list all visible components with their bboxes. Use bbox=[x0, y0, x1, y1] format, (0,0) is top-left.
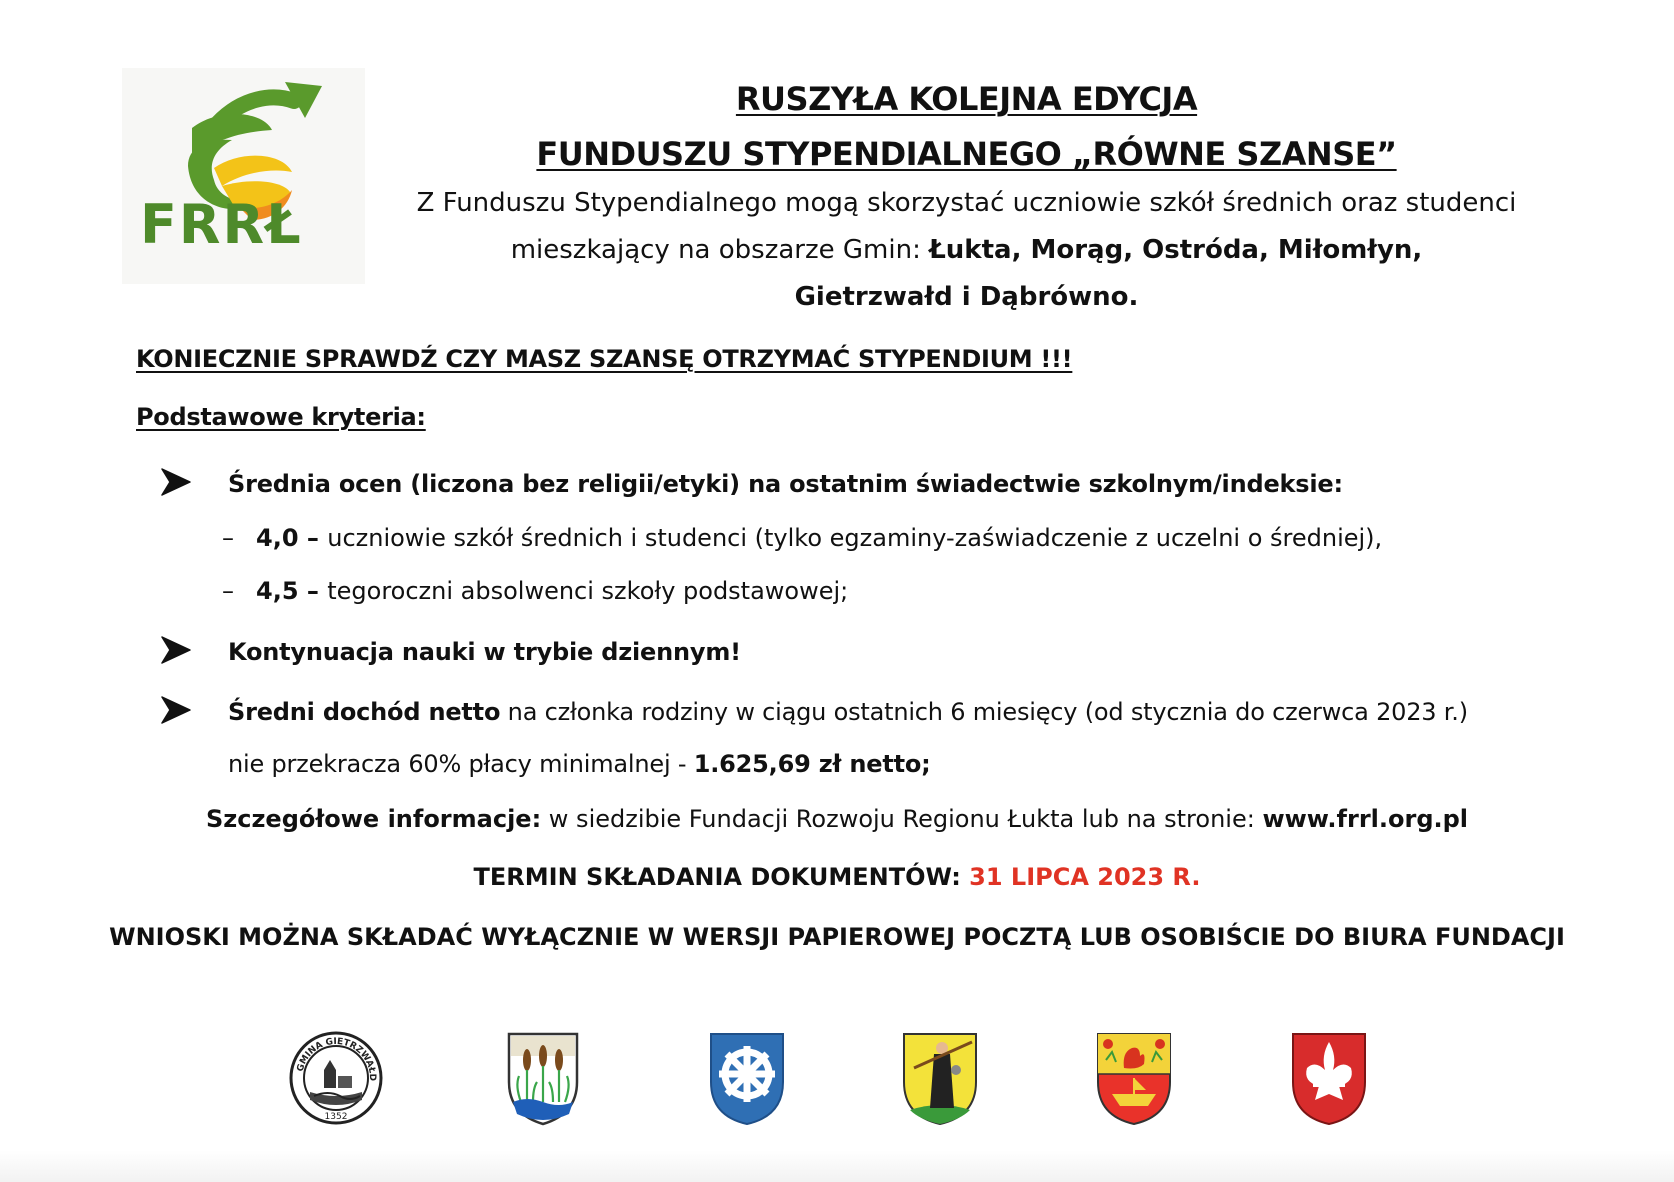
title-text-2: FUNDUSZU STYPENDIALNEGO „RÓWNE SZANSE” bbox=[536, 135, 1397, 173]
intro-line-2 bbox=[400, 227, 1533, 274]
deadline-line bbox=[0, 863, 1674, 891]
income-label: Średni dochód netto bbox=[228, 698, 501, 726]
frrl-logo-graphic bbox=[122, 68, 365, 284]
intro-line-1 bbox=[400, 180, 1533, 227]
criteria-heading bbox=[136, 403, 426, 431]
notice-line bbox=[0, 923, 1674, 951]
ostroda-crest-icon bbox=[1094, 1030, 1174, 1126]
grade-desc: tegoroczni absolwenci szkoły podstawowej; bbox=[327, 577, 849, 605]
lukta-crest-icon bbox=[503, 1030, 583, 1126]
intro-text-1: Z Funduszu Stypendialnego mogą skorzystać uczniowie szkół średnich oraz studenci bbox=[416, 188, 1517, 218]
seal-year: 1352 bbox=[324, 1112, 348, 1122]
dash-bullet: – bbox=[222, 524, 234, 552]
grade-value: 4,0 – bbox=[256, 524, 328, 552]
arrowhead-bullet-icon bbox=[160, 635, 192, 665]
gminy-list-end: Gietrzwałd i Dąbrówno. bbox=[794, 282, 1139, 312]
criterion-full-time-text: Kontynuacja nauki w trybie dziennym! bbox=[228, 638, 741, 666]
details-text: w siedzibie Fundacji Rozwoju Regionu Łukta lub na stronie: bbox=[541, 805, 1263, 833]
website-link[interactable]: www.frrl.org.pl bbox=[1262, 805, 1469, 833]
dash-bullet: – bbox=[222, 577, 234, 605]
arrowhead-bullet-icon bbox=[160, 467, 192, 497]
deadline-date: 31 LIPCA 2023 R. bbox=[969, 863, 1201, 891]
deadline-label: TERMIN SKŁADANIA DOKUMENTÓW: bbox=[473, 863, 970, 891]
arrowhead-bullet-icon bbox=[160, 695, 192, 725]
check-heading bbox=[136, 345, 1072, 373]
criterion-full-time bbox=[228, 638, 741, 666]
title-line-1 bbox=[410, 80, 1523, 118]
income-limit-text: nie przekracza 60% płacy minimalnej - bbox=[228, 750, 694, 778]
criterion-income-line-2 bbox=[228, 750, 931, 778]
gietrzwald-seal-icon bbox=[288, 1030, 384, 1126]
morag-crest-icon bbox=[707, 1030, 787, 1126]
frrl-logo bbox=[122, 68, 365, 284]
criterion-grade-text: Średnia ocen (liczona bez religii/etyki) na ostatnim świadectwie szkolnym/indeksie: bbox=[228, 470, 1343, 498]
grade-desc: uczniowie szkół średnich i studenci (tylko egzaminy-zaświadczenie z uczelni o średniej), bbox=[327, 524, 1383, 552]
frrl-logo-text: FRRŁ bbox=[140, 193, 303, 256]
income-desc: na członka rodziny w ciągu ostatnich 6 miesięcy (od stycznia do czerwca 2023 r.) bbox=[500, 698, 1468, 726]
criteria-heading-text: Podstawowe kryteria: bbox=[136, 403, 426, 431]
notice-text: WNIOSKI MOŻNA SKŁADAĆ WYŁĄCZNIE W WERSJI PAPIEROWEJ POCZTĄ LUB OSOBIŚCIE DO BIURA FUNDACJI bbox=[109, 923, 1565, 951]
criterion-income bbox=[228, 698, 1468, 726]
grade-value: 4,5 – bbox=[256, 577, 328, 605]
intro-text-2: mieszkający na obszarze Gmin: bbox=[510, 235, 930, 265]
page-bottom-shadow bbox=[0, 1150, 1674, 1182]
dabrowno-crest-icon bbox=[1289, 1030, 1369, 1126]
milomlyn-crest-icon bbox=[900, 1030, 980, 1126]
seal-top-text: GMINA GIETRZWAŁD bbox=[295, 1036, 378, 1082]
title-line-2 bbox=[410, 135, 1523, 173]
sub-criterion-4-5 bbox=[222, 577, 848, 605]
check-heading-text: KONIECZNIE SPRAWDŹ CZY MASZ SZANSĘ OTRZYMAĆ STYPENDIUM !!! bbox=[136, 345, 1073, 373]
criterion-grade-average bbox=[228, 470, 1343, 498]
gminy-list: Łukta, Morąg, Ostróda, Miłomłyn, bbox=[929, 235, 1423, 265]
intro-line-3 bbox=[400, 274, 1533, 321]
details-label: Szczegółowe informacje: bbox=[205, 805, 542, 833]
sub-criterion-4-0 bbox=[222, 524, 1382, 552]
title-text-1: RUSZYŁA KOLEJNA EDYCJA bbox=[735, 80, 1198, 118]
income-limit-value: 1.625,69 zł netto; bbox=[693, 750, 931, 778]
details-line bbox=[0, 805, 1674, 833]
